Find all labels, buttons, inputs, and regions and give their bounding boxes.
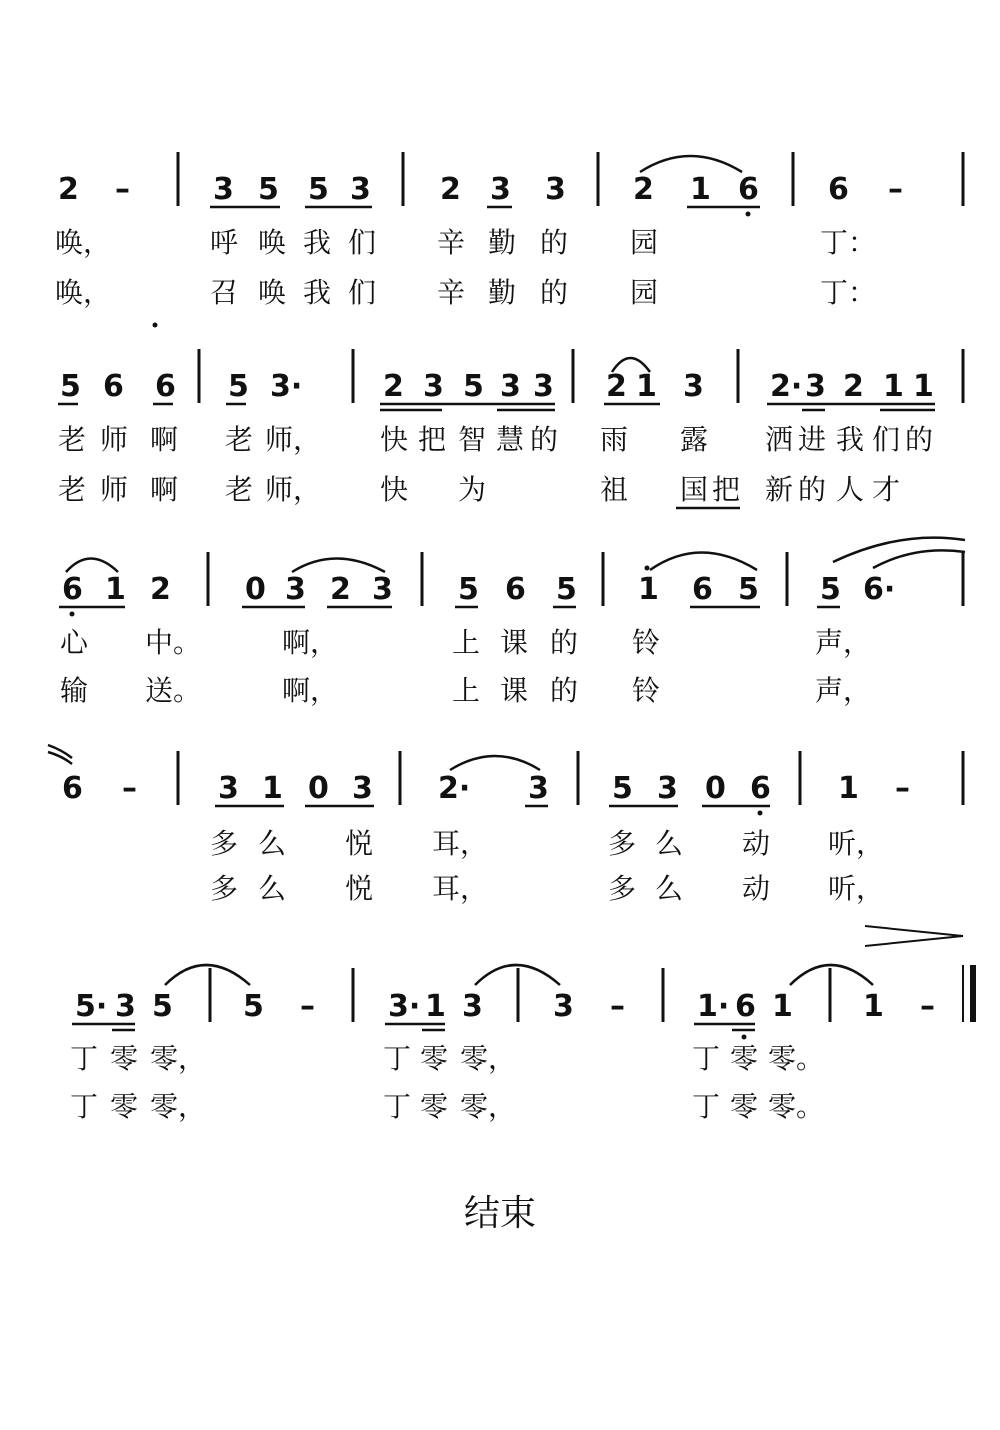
lyric: 雨: [600, 423, 629, 456]
note: 1: [883, 369, 904, 404]
lyrics-verse-1: [55, 226, 876, 259]
lyric: 零: [730, 1042, 759, 1075]
lyric: 勤: [488, 226, 517, 259]
lyric: 丁: [383, 1042, 412, 1075]
note: 3: [545, 172, 566, 207]
end-label: 结束: [463, 1193, 536, 1234]
note: –: [610, 989, 625, 1024]
note: 6: [505, 572, 526, 607]
lyric: 呼: [210, 226, 239, 259]
lyric: 丁: [70, 1090, 99, 1123]
hairpin-line: [865, 936, 963, 946]
lyric: 才: [872, 473, 901, 506]
note: 5: [228, 369, 249, 404]
slur: [650, 553, 757, 571]
note: 3: [490, 172, 511, 207]
note: 3: [218, 771, 239, 806]
note: 3: [657, 771, 678, 806]
note: 5: [243, 989, 264, 1024]
note: 1: [838, 771, 859, 806]
note: 3: [115, 989, 136, 1024]
note: 1: [105, 572, 126, 607]
note: 6: [103, 369, 124, 404]
note: 3: [423, 369, 444, 404]
lyrics-verse-2: [58, 473, 900, 508]
lyrics-verse-1: [210, 827, 884, 860]
score-row-5: [70, 965, 973, 1123]
lyrics-verse-1: [60, 626, 871, 659]
lyric: 把: [418, 423, 447, 456]
lyric: 零: [730, 1090, 759, 1123]
lyrics-verse-2: [60, 674, 871, 707]
lyric: 老: [58, 473, 87, 506]
note: 5: [463, 369, 484, 404]
score-row-2: [58, 349, 963, 508]
lyric: 零。: [768, 1090, 825, 1123]
note: 6: [155, 369, 176, 404]
lyric: 铃: [632, 674, 661, 707]
lyric: 丁: [70, 1042, 99, 1075]
slur: [873, 550, 965, 568]
lyric: 国: [680, 473, 709, 506]
lyric: 悦: [345, 872, 374, 905]
lyric: 祖: [600, 473, 629, 506]
score-row-3: [59, 538, 965, 707]
note: 6: [735, 989, 756, 1024]
lyric: 们: [872, 423, 901, 456]
slur: [66, 559, 118, 573]
note: 1: [690, 172, 711, 207]
lyric: 的: [550, 674, 579, 707]
lyric: 老: [225, 473, 254, 506]
note: 3: [553, 989, 574, 1024]
note: 6·: [863, 572, 896, 607]
slur: [292, 559, 385, 573]
note: 3: [285, 572, 306, 607]
note: 5: [820, 572, 841, 607]
lyric: 快: [380, 473, 409, 506]
note: 2: [440, 172, 461, 207]
note: –: [300, 989, 315, 1024]
lyric: 啊: [150, 423, 179, 456]
lyric: 零。: [768, 1042, 825, 1075]
lyric: 听，: [828, 827, 885, 860]
lyric: 人: [836, 473, 865, 506]
lyric: 零: [420, 1090, 449, 1123]
note: 1: [772, 989, 793, 1024]
lyric: 上: [452, 626, 481, 659]
note: 3: [805, 369, 826, 404]
note: 0: [308, 771, 329, 806]
lyric: 师: [100, 423, 129, 456]
octave-dot: [746, 212, 751, 217]
note: 2: [150, 572, 171, 607]
lyric: 么: [258, 827, 287, 860]
note: 3: [533, 369, 554, 404]
lyric: 们: [348, 226, 377, 259]
lyrics-verse-2: [55, 276, 876, 309]
lyric: 的: [530, 423, 559, 456]
note: 5: [258, 172, 279, 207]
lyric: 课: [500, 674, 529, 707]
note: 6: [692, 572, 713, 607]
slur: [165, 965, 250, 985]
score-row-1: [55, 152, 963, 309]
note: 3·: [270, 369, 303, 404]
lyric: 零: [420, 1042, 449, 1075]
note: 6: [62, 572, 83, 607]
slur: [450, 756, 540, 770]
lyric: 声，: [815, 674, 872, 707]
lyric: 零: [110, 1042, 139, 1075]
lyric: 为: [458, 473, 487, 506]
note: –: [895, 771, 910, 806]
lyric: 慧: [496, 423, 525, 456]
lyric: 唤，: [55, 276, 112, 309]
lyric: 辛: [437, 226, 466, 259]
lyric: 中。: [145, 626, 202, 659]
lyric: 我: [303, 226, 332, 259]
lyric: 洒: [765, 423, 794, 456]
decrescendo-hairpin: [865, 926, 963, 946]
lyric: 零: [110, 1090, 139, 1123]
lyric: 老: [58, 423, 87, 456]
lyric: 上: [452, 674, 481, 707]
lyric: 丁：: [820, 276, 877, 309]
lyric: 进: [798, 423, 827, 456]
lyric: 唤: [258, 226, 287, 259]
lyrics-verse-1: [58, 423, 933, 456]
lyric: 零，: [150, 1090, 207, 1123]
lyric: 的: [550, 626, 579, 659]
lyric: 丁: [692, 1042, 721, 1075]
lyric: 悦: [345, 827, 374, 860]
lyric: 师: [100, 473, 129, 506]
lyric: 师，: [265, 473, 322, 506]
note: 5: [152, 989, 173, 1024]
lyric: 智: [458, 423, 487, 456]
note: 0: [245, 572, 266, 607]
note: 2: [383, 369, 404, 404]
lyric: 零，: [460, 1042, 517, 1075]
lyric: 辛: [437, 276, 466, 309]
note: 1: [636, 369, 657, 404]
lyric: 唤，: [55, 226, 112, 259]
lyric: 的: [905, 423, 934, 456]
lyric: 新: [765, 473, 794, 506]
note: 2: [606, 369, 627, 404]
lyric: 送。: [145, 674, 202, 707]
note: –: [122, 771, 137, 806]
lyric: 丁: [692, 1090, 721, 1123]
lyric: 多: [210, 827, 239, 860]
lyric: 勤: [488, 276, 517, 309]
note: 3: [683, 369, 704, 404]
note: 3·: [388, 989, 421, 1024]
lyric: 露: [680, 423, 709, 456]
lyric: 多: [210, 872, 239, 905]
note: 1: [638, 572, 659, 607]
note: 3: [528, 771, 549, 806]
lyrics-verse-1: [70, 1042, 824, 1075]
lyrics-verse-2: [210, 872, 884, 905]
lyric: 耳，: [432, 872, 489, 905]
stray-dot: [153, 323, 158, 328]
note: 5: [738, 572, 759, 607]
note: 6: [738, 172, 759, 207]
lyric: 快: [380, 423, 409, 456]
lyric: 零，: [460, 1090, 517, 1123]
note: 5: [60, 369, 81, 404]
lyric: 么: [258, 872, 287, 905]
lyric: 多: [608, 872, 637, 905]
note: 6: [750, 771, 771, 806]
lyric: 们: [348, 276, 377, 309]
note: 1: [425, 989, 446, 1024]
lyric: 的: [798, 473, 827, 506]
note: 2·: [438, 771, 471, 806]
note: 0: [705, 771, 726, 806]
note: 3: [213, 172, 234, 207]
lyric: 动: [742, 827, 771, 860]
lyric: 园: [630, 276, 659, 309]
lyric: 听，: [828, 872, 885, 905]
lyric: 的: [540, 276, 569, 309]
lyric: 师，: [265, 423, 322, 456]
lyric: 园: [630, 226, 659, 259]
lyric: 动: [742, 872, 771, 905]
note: 1: [913, 369, 934, 404]
lyric: 么: [655, 872, 684, 905]
note: –: [115, 172, 130, 207]
lyric: 的: [540, 226, 569, 259]
lyric: 声，: [815, 626, 872, 659]
note: 2·: [770, 369, 803, 404]
lyric: 啊，: [282, 674, 339, 707]
lyric: 心: [60, 626, 89, 659]
note: 1·: [697, 989, 730, 1024]
lyric: 啊: [150, 473, 179, 506]
lyric: 铃: [632, 626, 661, 659]
lyric: 我: [836, 423, 865, 456]
note: 3: [350, 172, 371, 207]
lyric: 把: [712, 473, 741, 506]
note: –: [888, 172, 903, 207]
note: 2: [633, 172, 654, 207]
lyric: 啊，: [282, 626, 339, 659]
lyric: 召: [210, 276, 239, 309]
note: 1: [863, 989, 884, 1024]
note: 3: [352, 771, 373, 806]
note: 2: [330, 572, 351, 607]
lyric: 唤: [258, 276, 287, 309]
note: 3: [462, 989, 483, 1024]
note: 1: [262, 771, 283, 806]
lyric: 耳，: [432, 827, 489, 860]
note: 5·: [75, 989, 108, 1024]
octave-dot: [758, 811, 763, 816]
note: 3: [500, 369, 521, 404]
octave-dot: [645, 566, 650, 571]
note: 5: [612, 771, 633, 806]
hairpin-line: [865, 926, 963, 936]
note: –: [920, 989, 935, 1024]
lyric: 零，: [150, 1042, 207, 1075]
note: 6: [62, 771, 83, 806]
score-row-4: [48, 745, 963, 905]
lyric: 输: [60, 674, 89, 707]
lyrics-verse-2: [70, 1090, 824, 1123]
note: 5: [308, 172, 329, 207]
lyric: 么: [655, 827, 684, 860]
note: 2: [843, 369, 864, 404]
note: 5: [458, 572, 479, 607]
octave-dot: [742, 1035, 747, 1040]
lyric: 我: [303, 276, 332, 309]
note: 6: [828, 172, 849, 207]
lyric: 课: [500, 626, 529, 659]
note: 5: [556, 572, 577, 607]
lyric: 丁: [383, 1090, 412, 1123]
slur: [640, 156, 742, 172]
lyric: 老: [225, 423, 254, 456]
octave-dot: [70, 612, 75, 617]
note: 3: [372, 572, 393, 607]
lyric: 多: [608, 827, 637, 860]
note: 2: [58, 172, 79, 207]
lyric: 丁：: [820, 226, 877, 259]
